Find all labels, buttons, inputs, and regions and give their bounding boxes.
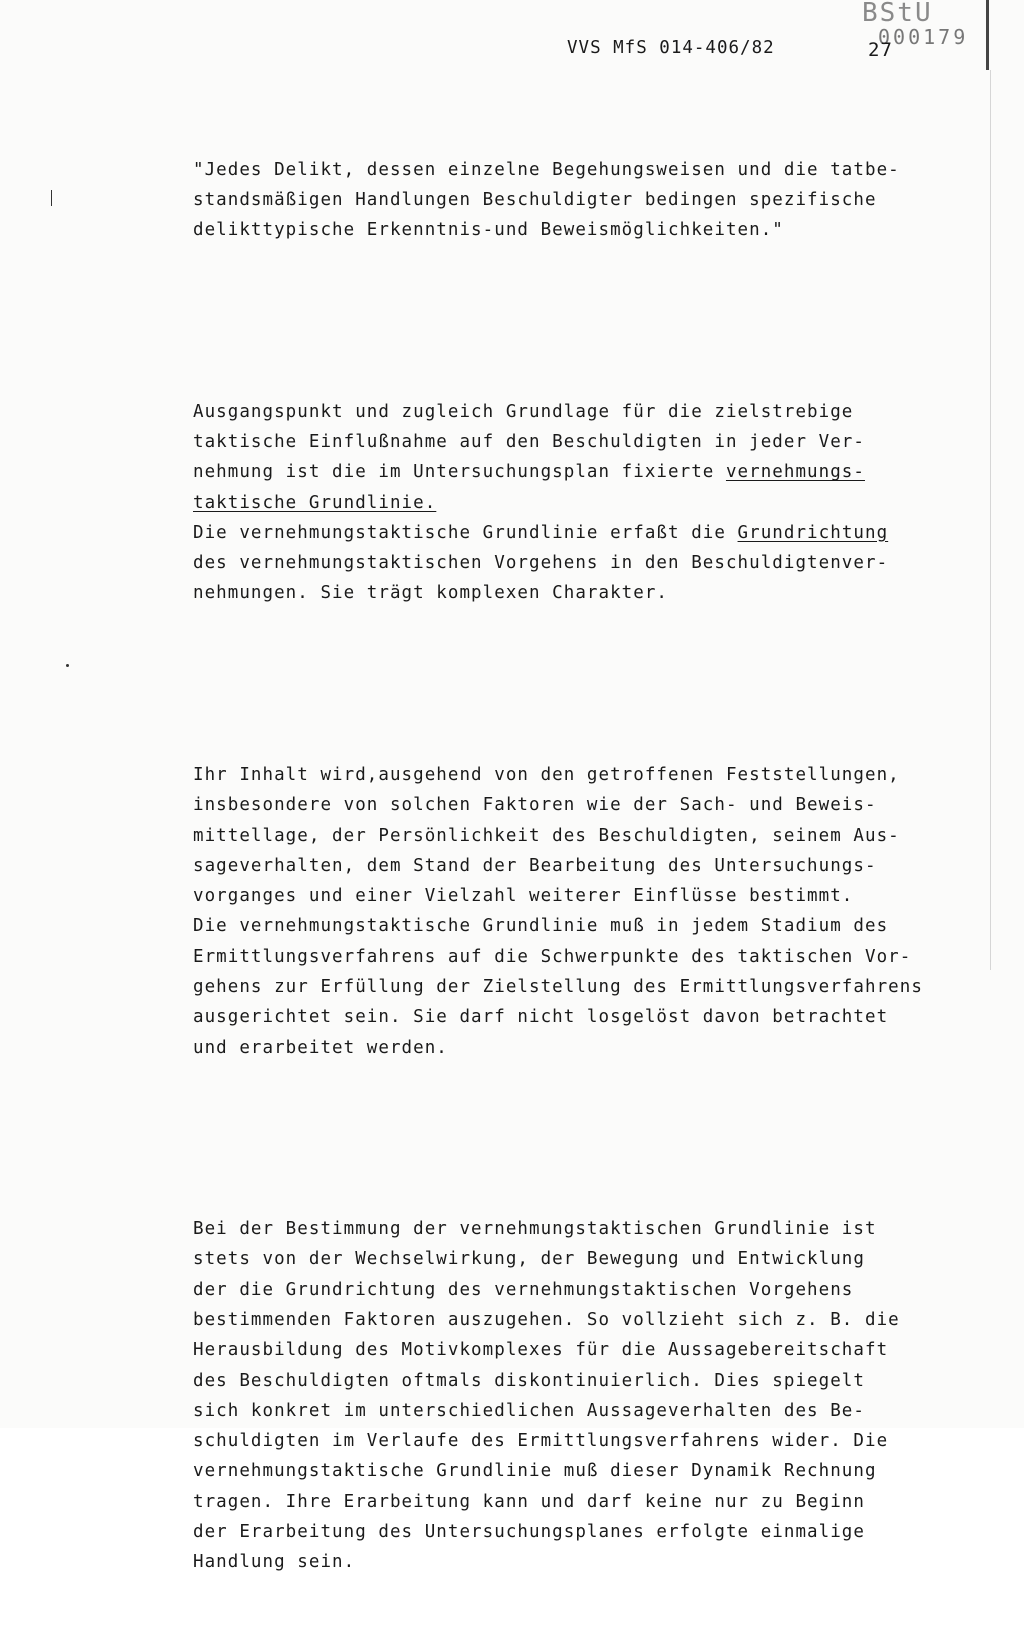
text-line: der Erarbeitung des Untersuchungsplanes erfolgte einmalige <box>193 1522 865 1543</box>
text-line: bestimmenden Faktoren auszugehen. So vollzieht sich z. B. die <box>193 1309 900 1330</box>
text-line: und erarbeitet werden. <box>193 1037 448 1058</box>
margin-mark <box>51 190 52 206</box>
paragraph-quote <box>193 155 983 246</box>
archive-stamp-number: 000179 <box>878 25 969 49</box>
text-line: vorganges und einer Vielzahl weiterer Einflüsse bestimmt. <box>193 886 854 907</box>
page-number: 27 <box>868 39 893 61</box>
text-segment: nehmung ist die im Untersuchungsplan fixierte <box>193 462 726 483</box>
text-line: delikttypische Erkenntnis-und Beweismöglichkeiten." <box>193 220 784 241</box>
text-line <box>193 488 983 518</box>
text-line: "Jedes Delikt, dessen einzelne Begehungsweisen und die tatbe- <box>193 159 900 180</box>
text-line: schuldigten im Verlaufe des Ermittlungsverfahrens wider. Die <box>193 1431 889 1452</box>
margin-mark <box>66 664 69 667</box>
text-line: vernehmungstaktische Grundlinie muß dieser Dynamik Rechnung <box>193 1461 877 1482</box>
underlined-term: vernehmungs- <box>725 462 865 483</box>
paragraph-bestimmung <box>193 1214 983 1578</box>
page-edge-faint-line <box>990 70 991 970</box>
text-line: tragen. Ihre Erarbeitung kann und darf keine nur zu Beginn <box>193 1491 865 1512</box>
text-line: Bei der Bestimmung der vernehmungstaktischen Grundlinie ist <box>193 1219 877 1240</box>
text-line: des Beschuldigten oftmals diskontinuierlich. Dies spiegelt <box>193 1370 865 1391</box>
text-line: stets von der Wechselwirkung, der Bewegung und Entwicklung <box>193 1249 865 1270</box>
text-line: der die Grundrichtung des vernehmungstaktischen Vorgehens <box>193 1279 854 1300</box>
text-line: Ihr Inhalt wird,ausgehend von den getroffenen Feststellungen, <box>193 764 900 785</box>
text-line: standsmäßigen Handlungen Beschuldigter bedingen spezifische <box>193 189 877 210</box>
text-line <box>193 518 983 548</box>
archive-stamp-label: BStU <box>862 0 933 28</box>
text-line: insbesondere von solchen Faktoren wie der Sach- und Beweis- <box>193 795 877 816</box>
text-line: Handlung sein. <box>193 1552 356 1573</box>
text-line: sich konkret im unterschiedlichen Aussageverhalten des Be- <box>193 1400 865 1421</box>
text-line: sageverhalten, dem Stand der Bearbeitung des Untersuchungs- <box>193 855 877 876</box>
text-line: taktische Einflußnahme auf den Beschuldigten in jeder Ver- <box>193 431 865 452</box>
body-text <box>193 94 983 1638</box>
underlined-term: taktische Grundlinie. <box>193 492 437 513</box>
paragraph-inhalt <box>193 760 983 1063</box>
document-reference: VVS MfS 014-406/82 <box>567 38 775 58</box>
text-line: Ermittlungsverfahrens auf die Schwerpunkte des taktischen Vor- <box>193 946 912 967</box>
text-line: mittellage, der Persönlichkeit des Beschuldigten, seinem Aus- <box>193 825 900 846</box>
page-edge-line <box>986 0 989 70</box>
text-line: Ausgangspunkt und zugleich Grundlage für die zielstrebige <box>193 401 854 422</box>
text-line: Herausbildung des Motivkomplexes für die Aussagebereitschaft <box>193 1340 889 1361</box>
text-line: nehmungen. Sie trägt komplexen Charakter. <box>193 583 669 604</box>
text-line: des vernehmungstaktischen Vorgehens in den Beschuldigtenver- <box>193 553 889 574</box>
text-line: Die vernehmungstaktische Grundlinie muß in jedem Stadium des <box>193 916 889 937</box>
underlined-term: Grundrichtung <box>737 522 889 543</box>
text-line: gehens zur Erfüllung der Zielstellung des Ermittlungsverfahrens <box>193 977 923 998</box>
paragraph-grundlinie <box>193 397 983 609</box>
text-segment: Die vernehmungstaktische Grundlinie erfaßt die <box>193 522 738 543</box>
text-line <box>193 457 983 487</box>
text-line: ausgerichtet sein. Sie darf nicht losgelöst davon betrachtet <box>193 1007 889 1028</box>
